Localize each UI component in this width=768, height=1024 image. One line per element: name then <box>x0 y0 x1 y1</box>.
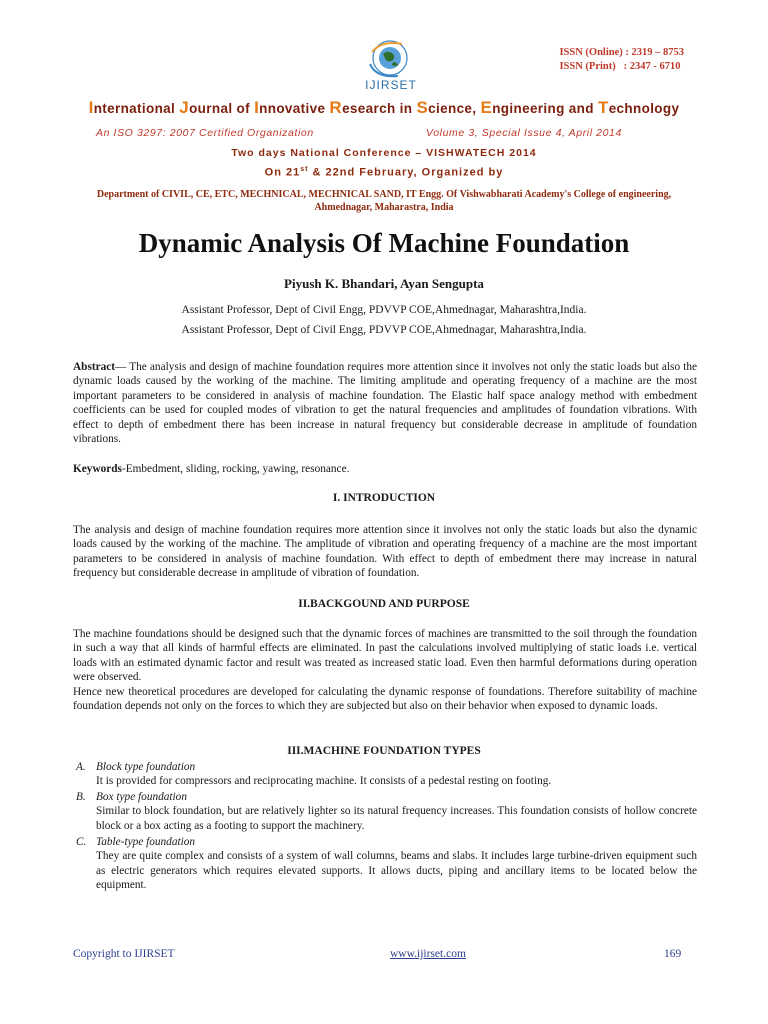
list-label: A. <box>76 761 86 773</box>
conference-name: Two days National Conference – VISHWATECH 2014 <box>231 147 537 159</box>
foundation-type-name: Box type foundation <box>96 791 187 803</box>
conference-dates <box>0 166 768 179</box>
affiliation-1: Assistant Professor, Dept of Civil Engg, PDVVP COE,Ahmednagar, Maharashtra,India. <box>181 304 587 316</box>
section-heading-background: II.BACKGOUND AND PURPOSE <box>298 598 470 610</box>
foundation-type-description: It is provided for compressors and reciprocating machine. It consists of a pedestal resting on footing. <box>96 775 552 788</box>
paper-title: Dynamic Analysis Of Machine Foundation <box>138 228 630 258</box>
journal-title-word: nternational <box>93 101 180 116</box>
journal-title-initial: J <box>179 98 190 117</box>
journal-title-word: ournal of <box>189 101 255 116</box>
section-heading-foundation-types: III.MACHINE FOUNDATION TYPES <box>287 745 481 757</box>
journal-title <box>0 98 768 118</box>
authors: Piyush K. Bhandari, Ayan Sengupta <box>284 276 484 291</box>
foundation-type-name: Table-type foundation <box>96 836 196 848</box>
issn-print: ISSN (Print) : 2347 - 6710 <box>559 60 681 72</box>
list-label: C. <box>76 836 87 848</box>
abstract-label: Abstract <box>73 361 116 373</box>
journal-title-word: echnology <box>608 101 680 116</box>
journal-title-word: ngineering and <box>492 101 598 116</box>
dates-sup: st <box>300 166 309 173</box>
foundation-type-b <box>76 790 697 833</box>
introduction-paragraph: The analysis and design of machine foundation requires more attention since it involves not only the static loads but also the dynamic loads caused by the working of the machine. The amplitude of vibration and operating frequency of a machine are the most important parameters to be considered in analysis of machine foundation. With effect to depth of embedment there may increase in natural frequency but considerable decrease in amplitude of vibration of foundation. <box>73 524 697 580</box>
foundation-type-a <box>76 760 697 789</box>
volume-info: Volume 3, Special Issue 4, April 2014 <box>426 127 622 139</box>
journal-title-initial: S <box>416 98 429 117</box>
foundation-type-description: Similar to block foundation, but are relatively lighter so its natural frequency increases. This foundation consists of hollow concrete block or a box acting as a footing to support the machinery. <box>96 805 697 832</box>
journal-title-initial: R <box>329 98 343 117</box>
footer-website-link[interactable]: www.ijirset.com <box>390 948 466 960</box>
footer-copyright: Copyright to IJIRSET <box>73 948 175 960</box>
foundation-type-c <box>76 835 697 893</box>
journal-title-word: nnovative <box>259 101 330 116</box>
issn-online: ISSN (Online) : 2319 – 8753 <box>559 47 684 58</box>
affiliation-2: Assistant Professor, Dept of Civil Engg, PDVVP COE,Ahmednagar, Maharashtra,India. <box>181 324 587 336</box>
keywords-label: Keywords <box>73 463 122 475</box>
journal-title-word: esearch in <box>342 101 417 116</box>
dates-suffix: & 22nd February, Organized by <box>308 166 504 179</box>
dates-prefix: On 21 <box>264 166 301 179</box>
abstract <box>73 360 697 446</box>
iso-certification: An ISO 3297: 2007 Certified Organization <box>96 127 314 139</box>
background-paragraph-1: The machine foundations should be designed such that the dynamic forces of machines are transmitted to the soil through the foundation in such a way that all kinds of harmful effects are eliminated. In past the calculations involved multiplying of static loads i.e. vertical loads with an estimated dynamic factor and result was treated as increased static load. Even then harmful deformations during operation were observed. <box>73 628 697 684</box>
journal-title-initial: E <box>480 98 493 117</box>
logo-text: IJIRSET <box>365 78 417 92</box>
journal-title-initial: T <box>597 98 609 117</box>
abstract-text: — The analysis and design of machine foundation requires more attention since it involves not only the static loads but also the dynamic loads caused by the working of the machine. The limiting amplitude and operating frequency of a machine are the most important parameters to be considered in analysis of machine foundation. The Elastic half space analogy method with embedment coefficients can be used for coupled modes of vibration to get the natural frequencies and amplitudes of foundation vibrations. With effect to depth of embedment there has been increase in natural frequency but considerable decrease in amplitude of foundation vibrations. <box>73 361 697 446</box>
journal-title-initial: I <box>88 98 94 117</box>
foundation-type-name: Block type foundation <box>96 761 196 773</box>
keywords <box>73 462 697 476</box>
foundation-type-description: They are quite complex and consists of a system of wall columns, beams and slabs. It includes large turbine-driven equipment such as electric generators which requires elevated supports. It allows ducts, piping and ancillary items to be located below the equipment. <box>96 850 697 892</box>
section-heading-introduction: I. INTRODUCTION <box>332 492 436 504</box>
page-number: 169 <box>664 948 682 960</box>
organizing-department: Department of CIVIL, CE, ETC, MECHNICAL, MECHNICAL SAND, IT Engg. Of Vishwabharati Academy's College of engineering, Ahmednagar, Maharastra, India <box>96 189 672 213</box>
list-label: B. <box>76 791 86 803</box>
background-paragraph-2: Hence new theoretical procedures are developed for calculating the dynamic response of foundations. Therefore suitability of machine foundation depends not only on the forces to which they are subjected but also on their behavior when exposed to dynamic loads. <box>73 686 697 713</box>
issn-block <box>559 46 684 73</box>
journal-title-word: cience, <box>428 101 481 116</box>
keywords-text: -Embedment, sliding, rocking, yawing, resonance. <box>121 463 350 475</box>
journal-title-initial: I <box>254 98 260 117</box>
